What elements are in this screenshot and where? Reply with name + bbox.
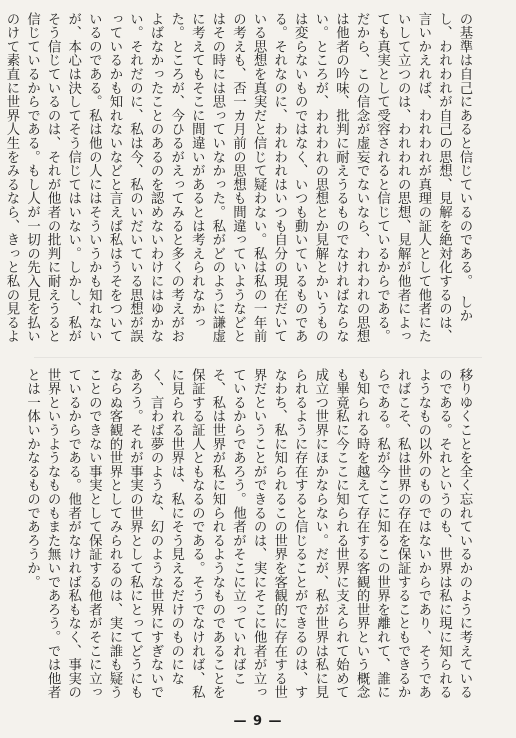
column-divider [34, 357, 482, 358]
page-number: — 9 — [233, 714, 283, 729]
lower-text-block: 移りゆくことを全く忘れているかのように考えているのである。それというのも、世界は私に現に知られるようなもの以外のものではないからであり、そうであればこそ、私は世界の存在を保証することもできるからである。私が今ここに知るこの世界を離れて、誰にも知られる時を越えて存在する客観的世界という概念も畢竟私に今ここに知られる世界に支えられて始めて成立つ世界にほかならない。だが、私が世界は私に見られるように存在すると信じることができるのは、すなわち、私に知られるこの世界を客観的に存在する世界だということができるのは、実にそこに他者が立っているからであろう。他者がそこに立っていればこそ、私は世界が私に知られるようなものであることを保証する証人ともなるのである。そうでなければ、私に見られる世界は、私にそう見えるだけのものになく、言わば夢のような、幻のような世界にすぎないであろう。それが事実の世界として私にとってどうにもならぬ客観的世界としてみられるのは、実に誰も疑うことのできない事実として保証する他者がそこに立っているからである。他者がなければ私もなく、事実の世界というようなものもまた無いであろう。では他者とは一体いかなるものであろうか。 [24, 368, 472, 700]
upper-text-block: の基準は自己にあると信じているのである。 しかし、われわれが自己の思想、見解を絶対化するのは、言いかえれば、われわれが真理の証人として他者にたいして立つのは、われわれの思想、見解が他者によっても真実として受容されると信じているからである。だから、この信念が虚妄でないなら、われわれの思想は他者の吟味、批判に耐えうるものでなければならない。ところが、われわれの思想とか見解とかいうものは変らないものではなく、いつも動いているものである。それなのに、われわれはいつも自分の現在だいている思想を真実だと信じて疑わない。私は私の一年前の考えも、否一カ月前の思想も間違っていようなどとはその時には思っていなかった。私がどのように謙虚に考えてもそこに間違いがあるとは考えられなかった。ところが、今ひるがえってみると多くの考えがおよばなかったことのあるのを認めないわけにはゆかない。それだのに、私は今、私のいだいている思想が誤っているかも知れないなどと言えば私はうそをついているのである。私は他の人にはそういうかも知れないが、本心は決してそう信じてはいない。しかし、私がそう信じているのは、それが他者の批判に耐えうると信じているからである。もし人が一切の先入見を払いのけて素直に世界人生をみるなら、きっと私の見るよ [3, 12, 472, 344]
